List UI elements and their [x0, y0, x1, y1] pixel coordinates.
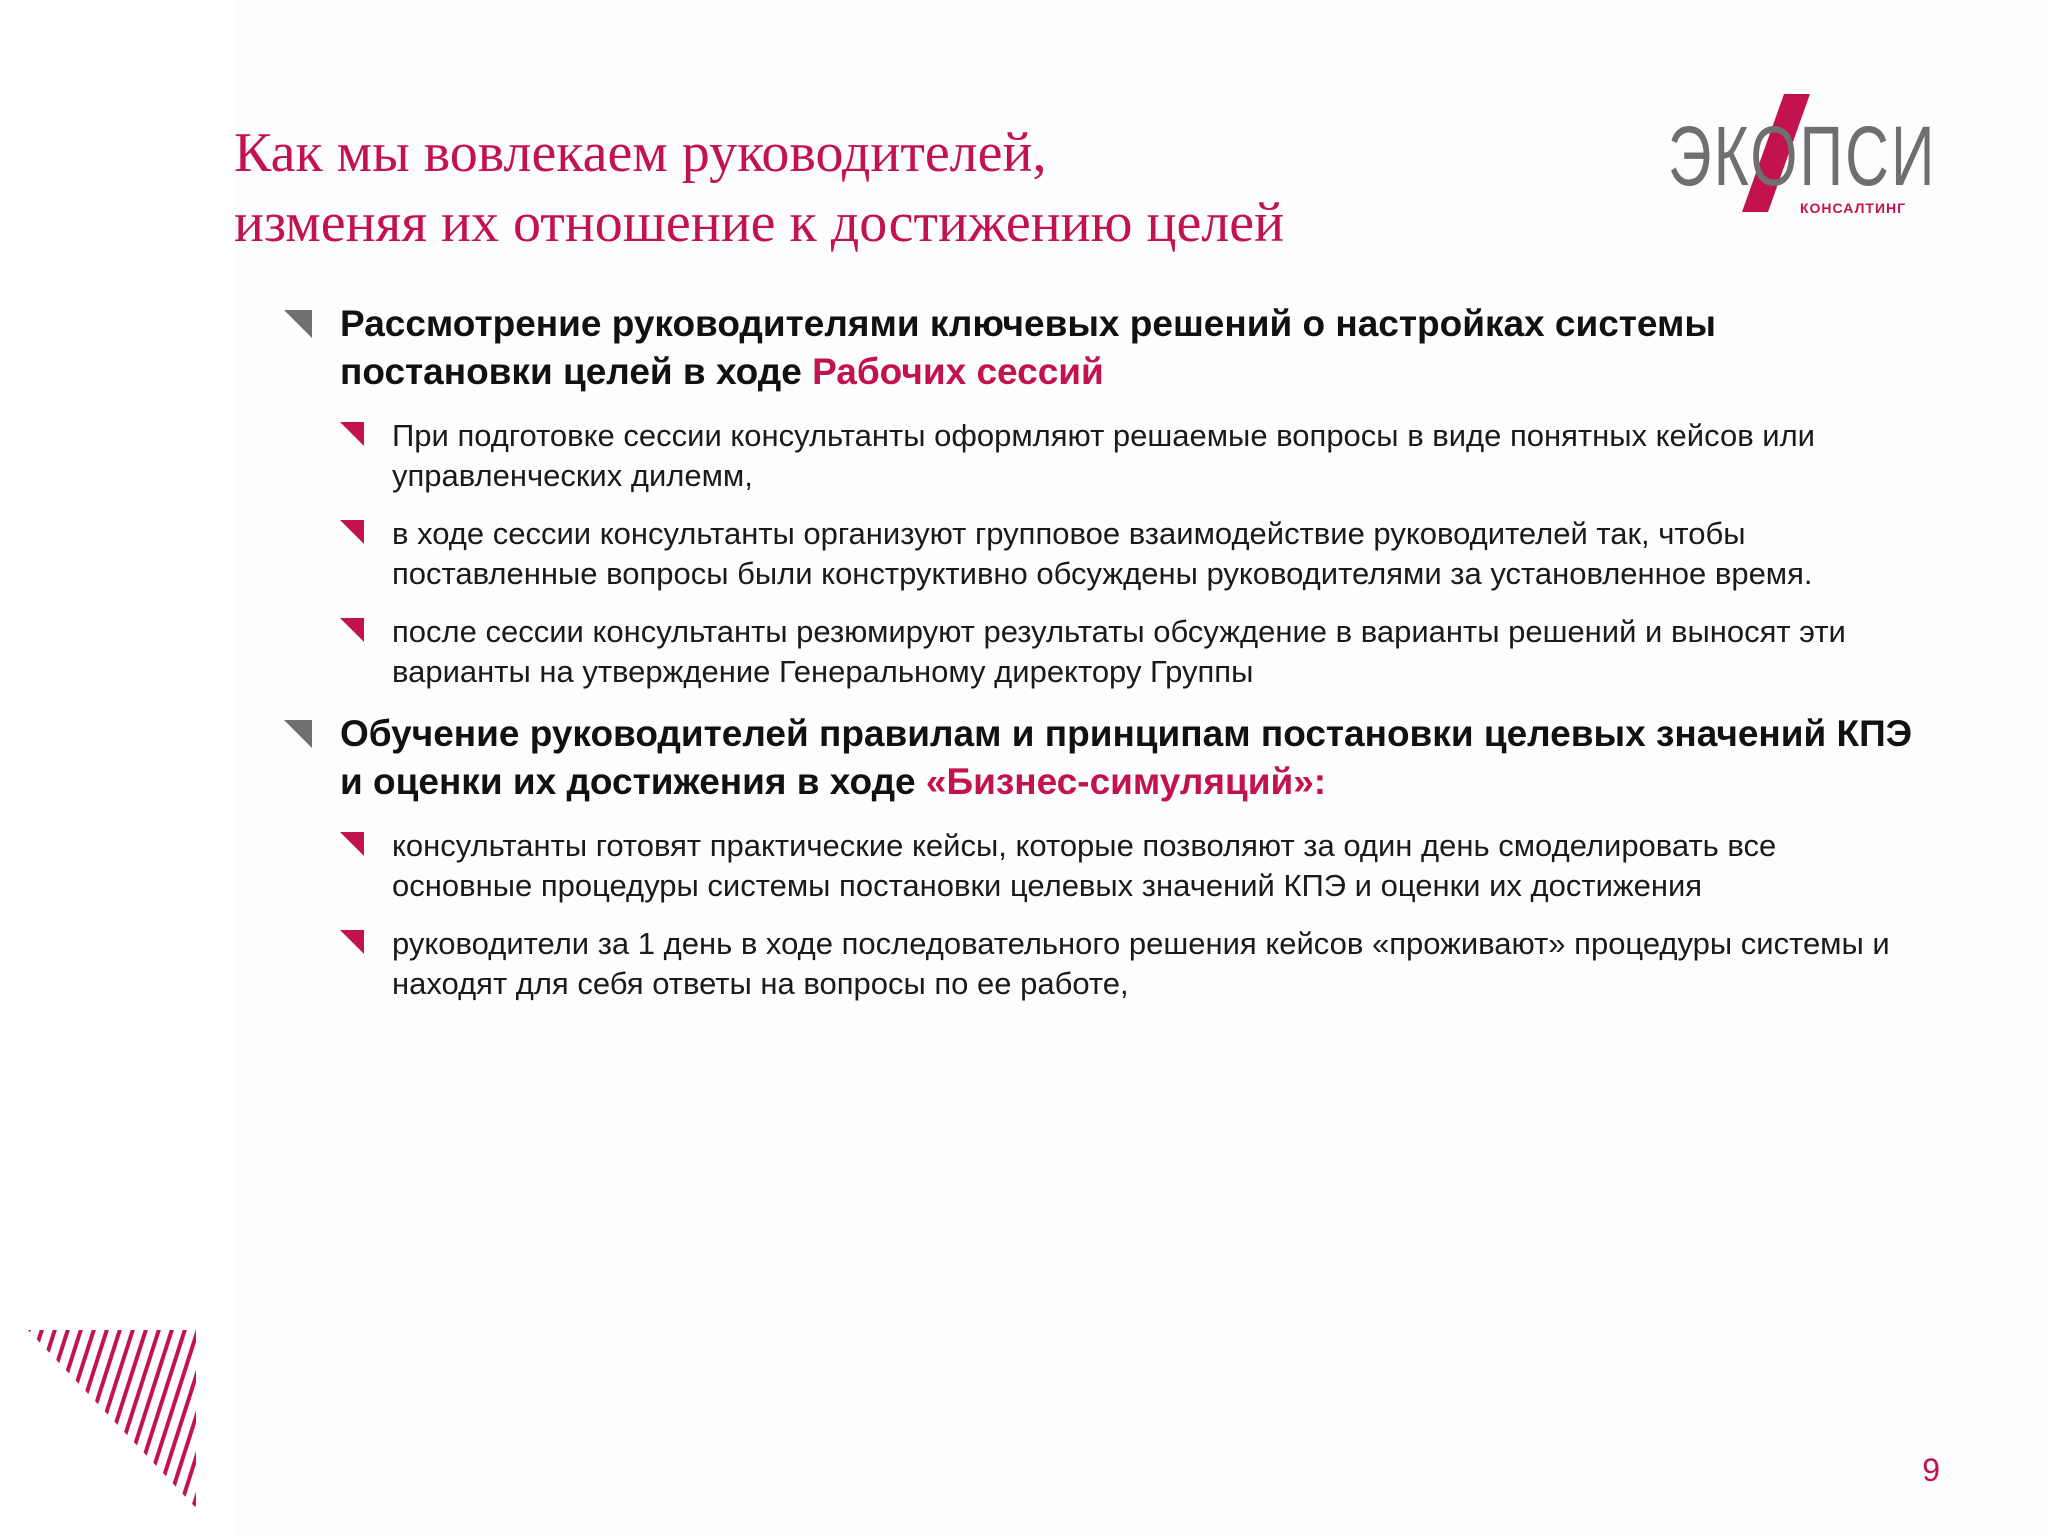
- section-heading-1: [284, 300, 1924, 396]
- list-item-text: консультанты готовят практические кейсы, которые позволяют за один день смоделировать все основные процедуры системы постановки целевых значений КПЭ и оценки их достижения: [392, 828, 1777, 903]
- list-item-text: после сессии консультанты резюмируют результаты обсуждение в варианты решений и выносят эти варианты на утверждение Генеральному директору Группы: [392, 614, 1846, 689]
- heading-text: Обучение руководителей правилам и принципам постановки целевых значений КПЭ и оценки их достижения в ходе: [340, 713, 1913, 802]
- logo-subtitle: КОНСАЛТИНГ: [1800, 200, 1907, 216]
- triangle-bullet-icon: [340, 618, 364, 642]
- list-item-text: руководители за 1 день в ходе последовательного решения кейсов «проживают» процедуры системы и находят для себя ответы на вопросы по ее работе,: [392, 926, 1890, 1001]
- striped-corner-decoration: [28, 1330, 196, 1508]
- list-item: [284, 416, 1924, 496]
- heading-accent: Рабочих сессий: [812, 351, 1104, 392]
- triangle-bullet-icon: [340, 422, 364, 446]
- list-item-text: При подготовке сессии консультанты оформляют решаемые вопросы в виде понятных кейсов или управленческих дилемм,: [392, 418, 1816, 493]
- list-item: [284, 924, 1924, 1004]
- bullet-list: [284, 300, 1924, 1022]
- heading-accent: «Бизнес-симуляций»:: [925, 761, 1327, 802]
- triangle-bullet-icon: [284, 720, 312, 748]
- triangle-bullet-icon: [340, 930, 364, 954]
- triangle-bullet-icon: [340, 832, 364, 856]
- list-item: [284, 514, 1924, 594]
- heading-text: Рассмотрение руководителями ключевых решений о настройках системы постановки целей в ходе: [340, 303, 1716, 392]
- ecopsy-logo: [1660, 92, 1937, 222]
- title-line-2: изменяя их отношение к достижению целей: [234, 192, 1285, 254]
- list-item: [284, 826, 1924, 906]
- triangle-bullet-icon: [340, 520, 364, 544]
- logo-word: ЭКОПСИ: [1668, 109, 1937, 203]
- list-item: [284, 612, 1924, 692]
- slide-title: [234, 118, 1534, 258]
- title-line-1: Как мы вовлекаем руководителей,: [234, 122, 1047, 184]
- list-item-text: в ходе сессии консультанты организуют групповое взаимодействие руководителей так, чтобы поставленные вопросы были конструктивно обсуждены руководителями за установленное время.: [392, 516, 1813, 591]
- page-number: 9: [1922, 1452, 1940, 1488]
- triangle-bullet-icon: [284, 310, 312, 338]
- section-heading-2: [284, 710, 1924, 806]
